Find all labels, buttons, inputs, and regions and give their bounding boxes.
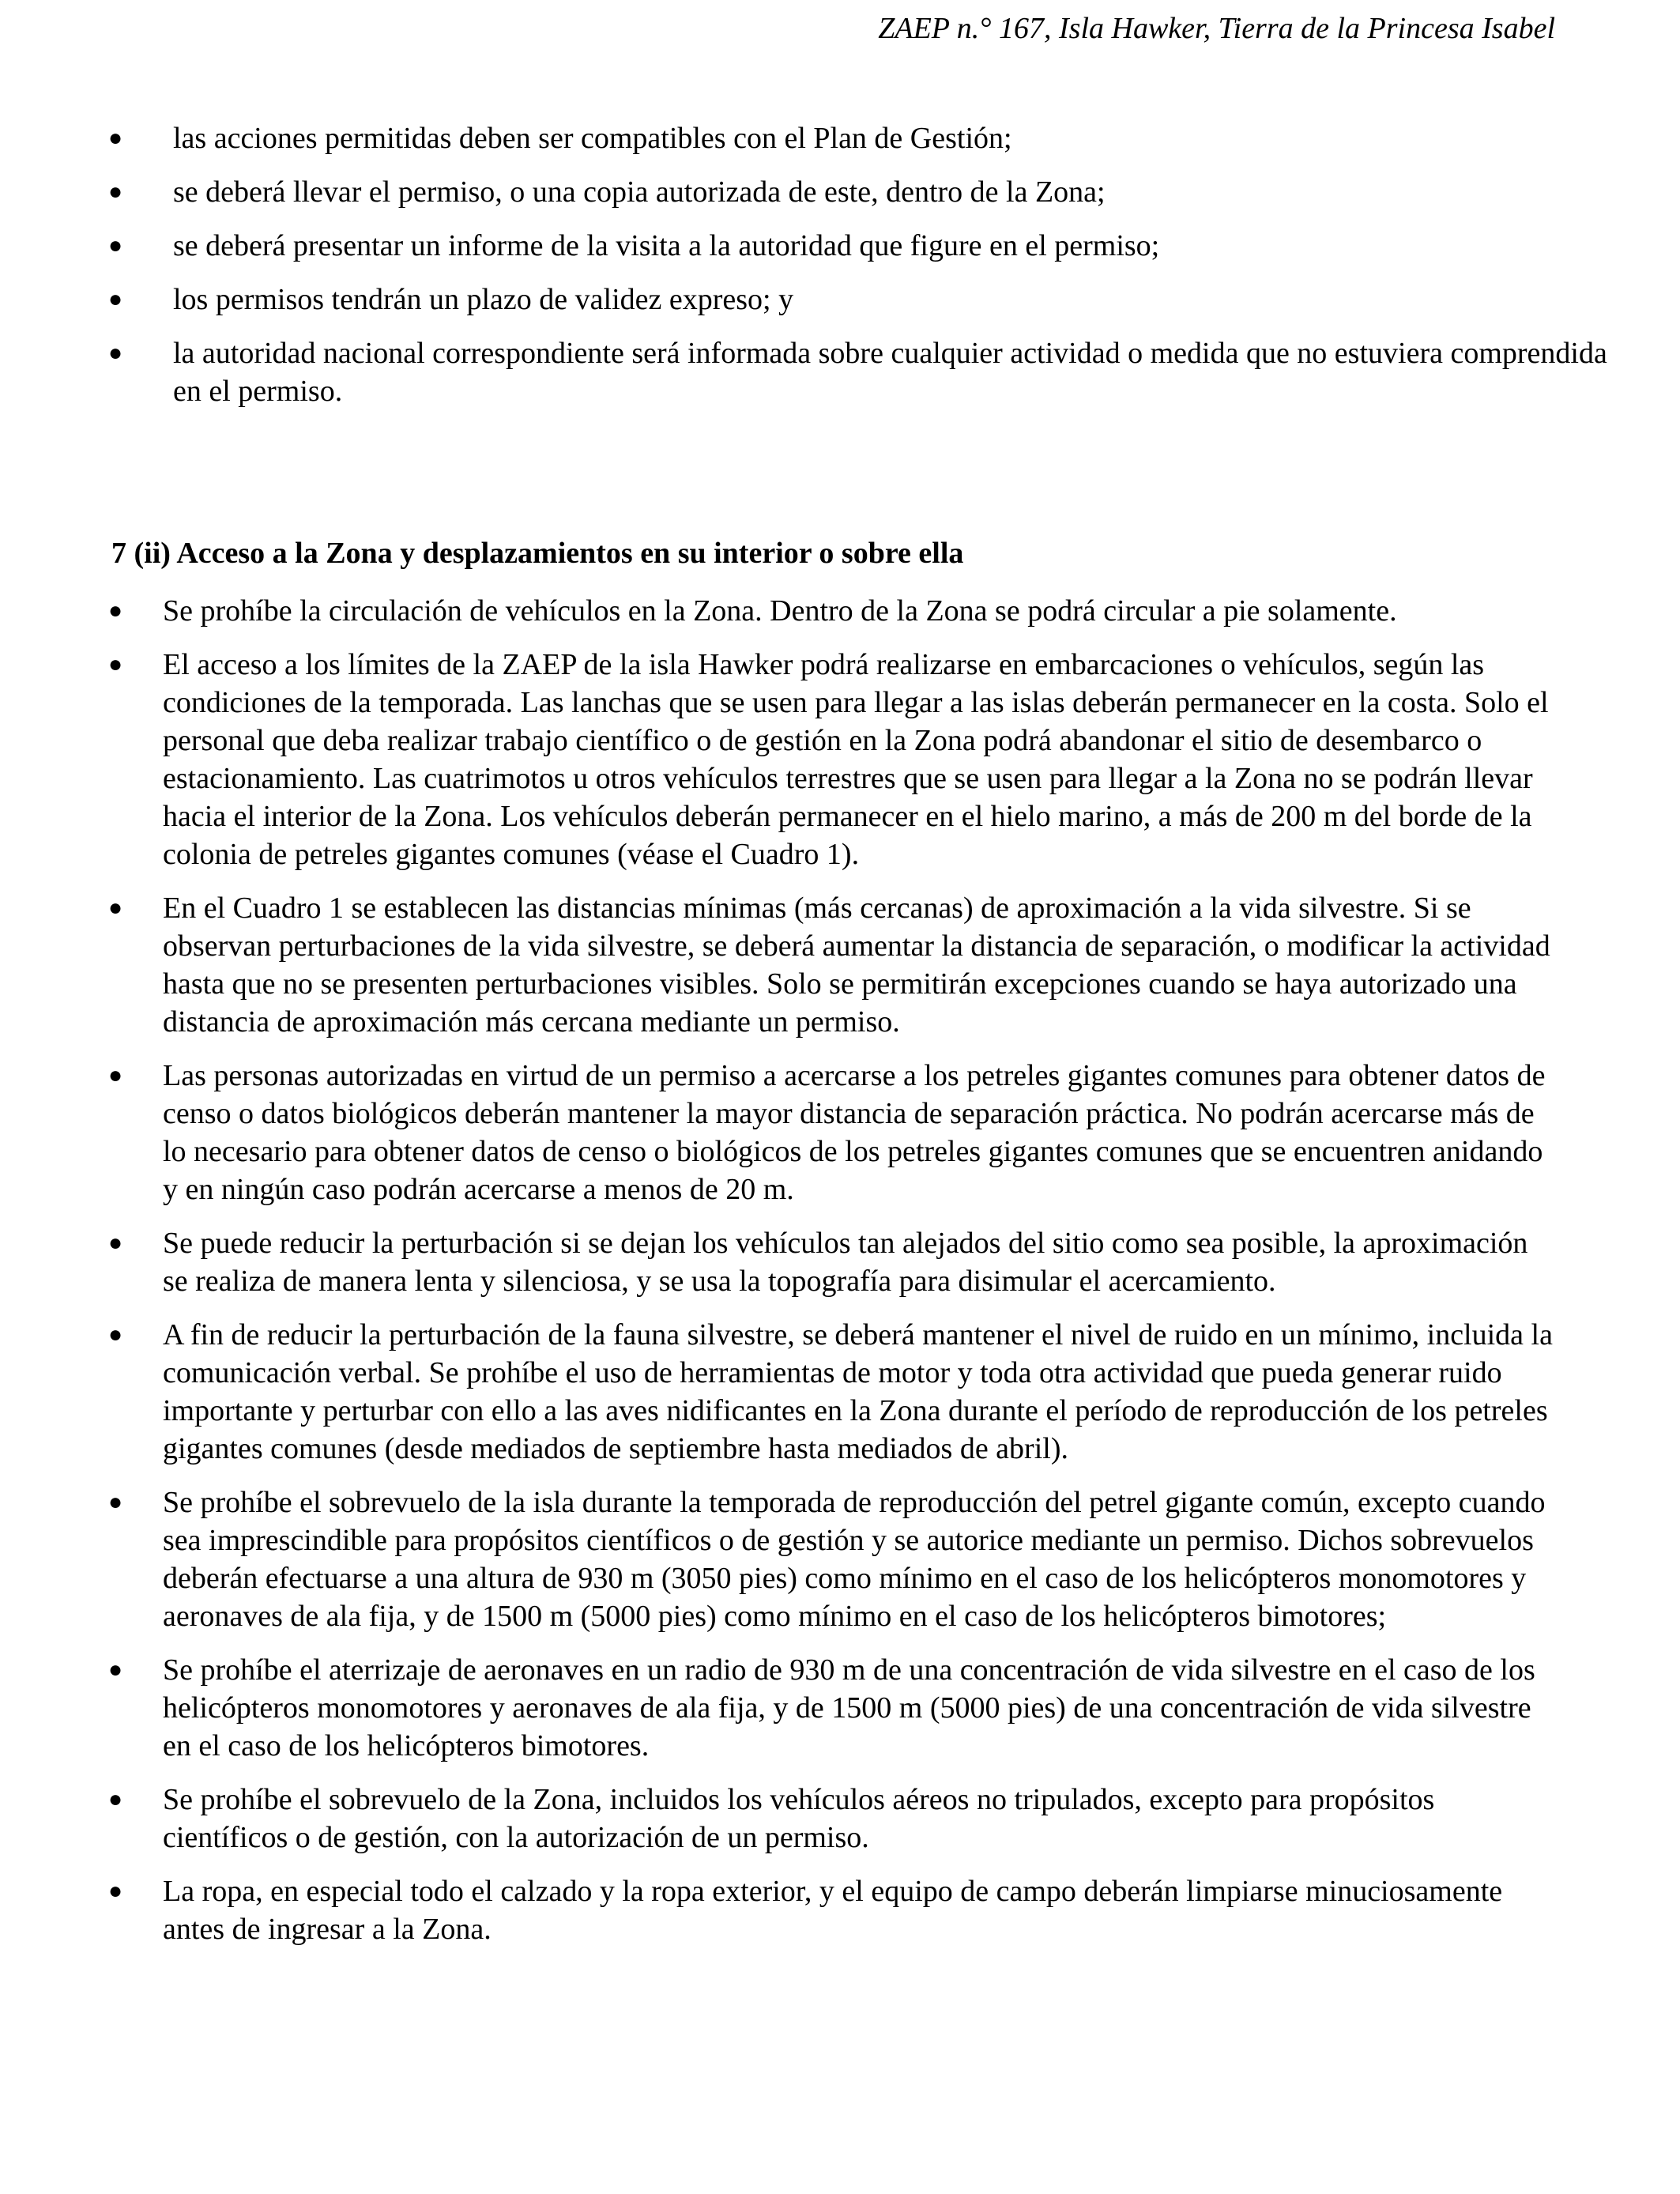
bullet-icon: ● [108, 1321, 123, 1348]
bullet-icon: ● [108, 1230, 123, 1256]
list-item [0, 592, 1554, 630]
list-item-text: La ropa, en especial todo el calzado y la ropa exterior, y el equipo de campo deberán limpiarse minuciosamente antes de ingresar a la Zona. [163, 1875, 1503, 1946]
bullet-icon: ● [108, 1062, 123, 1088]
list-item-text: Se puede reducir la perturbación si se dejan los vehículos tan alejados del sitio como sea posible, la aproximación se realiza de manera lenta y silenciosa, y se usa la topografía para disimular el acercamiento. [163, 1227, 1528, 1298]
running-header: ZAEP n.° 167, Isla Hawker, Tierra de la Princesa Isabel [878, 12, 1555, 45]
bullet-icon: ● [108, 895, 123, 921]
list-item-text: Se prohíbe la circulación de vehículos en la Zona. Dentro de la Zona se podrá circular a pie solamente. [163, 594, 1397, 628]
list-item-text: Se prohíbe el sobrevuelo de la Zona, incluidos los vehículos aéreos no tripulados, excepto para propósitos científicos o de gestión, con la autorización de un permiso. [163, 1783, 1435, 1854]
list-item-text: El acceso a los límites de la ZAEP de la isla Hawker podrá realizarse en embarcaciones o vehículos, según las condiciones de la temporada. Las lanchas que se usen para llegar a las islas deberán permanecer en la costa. Solo el personal que deba realizar trabajo científico o de gestión en la Zona podrá abandonar el sitio de desembarco o estacionamiento. Las cuatrimotos u otros vehículos terrestres que se usen para llegar a la Zona no se podrán llevar hacia el interior de la Zona. Los vehículos deberán permanecer en el hielo marino, a más de 200 m del borde de la colonia de petreles gigantes comunes (véase el Cuadro 1). [163, 648, 1549, 871]
list-item-text: las acciones permitidas deben ser compatibles con el Plan de Gestión; [173, 122, 1012, 155]
bullet-icon: ● [108, 598, 123, 624]
list-item [0, 1316, 1554, 1468]
access-rules-list [0, 592, 1680, 1964]
list-item-text: Se prohíbe el sobrevuelo de la isla durante la temporada de reproducción del petrel gigante común, excepto cuando sea imprescindible para propósitos científicos o de gestión y se autorice mediante un permiso. Dichos sobrevuelos deberán efectuarse a una altura de 930 m (3050 pies) como mínimo en el caso de los helicópteros monomotores y aeronaves de ala fija, y de 1500 m (5000 pies) como mínimo en el caso de los helicópteros bimotores; [163, 1486, 1546, 1633]
list-item [0, 334, 1611, 410]
list-item-text: En el Cuadro 1 se establecen las distancias mínimas (más cercanas) de aproximación a la vida silvestre. Si se observan perturbaciones de la vida silvestre, se deberá aumentar la distancia de separación, o modificar la actividad hasta que no se presenten perturbaciones visibles. Solo se permitirán excepciones cuando se haya autorizado una distancia de aproximación más cercana mediante un permiso. [163, 892, 1550, 1039]
section-heading: 7 (ii) Acceso a la Zona y desplazamientos en su interior o sobre ella [111, 537, 964, 570]
list-item-text: Se prohíbe el aterrizaje de aeronaves en un radio de 930 m de una concentración de vida silvestre en el caso de los helicópteros monomotores y aeronaves de ala fija, y de 1500 m (5000 pies) de una concentración de vida silvestre en el caso de los helicópteros bimotores. [163, 1653, 1535, 1762]
bullet-icon: ● [108, 179, 123, 205]
bullet-icon: ● [108, 125, 123, 151]
list-item-text: A fin de reducir la perturbación de la fauna silvestre, se deberá mantener el nivel de ruido en un mínimo, incluida la comunicación verbal. Se prohíbe el uso de herramientas de motor y toda otra actividad que pueda generar ruido importante y perturbar con ello a las aves nidificantes en la Zona durante el período de reproducción de los petreles gigantes comunes (desde mediados de septiembre hasta mediados de abril). [163, 1318, 1553, 1465]
bullet-icon: ● [108, 1786, 123, 1812]
list-item [0, 281, 1611, 319]
list-item [0, 173, 1611, 211]
list-item [0, 1781, 1554, 1857]
list-item [0, 646, 1554, 873]
list-item-text: Las personas autorizadas en virtud de un permiso a acercarse a los petreles gigantes comunes para obtener datos de censo o datos biológicos deberán mantener la mayor distancia de separación práctica. No podrán acercarse más de lo necesario para obtener datos de censo o biológicos de los petreles gigantes comunes que se encuentren anidando y en ningún caso podrán acercarse a menos de 20 m. [163, 1059, 1546, 1206]
list-item-text: se deberá llevar el permiso, o una copia autorizada de este, dentro de la Zona; [173, 175, 1106, 209]
bullet-icon: ● [108, 232, 123, 258]
list-item [0, 1872, 1554, 1948]
bullet-icon: ● [108, 651, 123, 677]
list-item [0, 1651, 1554, 1765]
list-item [0, 119, 1611, 157]
bullet-icon: ● [108, 1878, 123, 1904]
list-item [0, 1057, 1554, 1208]
bullet-icon: ● [108, 286, 123, 312]
list-item-text: se deberá presentar un informe de la visita a la autoridad que figure en el permiso; [173, 229, 1160, 262]
permit-conditions-list [0, 119, 1680, 426]
bullet-icon: ● [108, 1489, 123, 1515]
list-item [0, 889, 1554, 1041]
bullet-icon: ● [108, 340, 123, 366]
list-item-text: los permisos tendrán un plazo de validez expreso; y [173, 283, 794, 316]
list-item [0, 227, 1611, 265]
list-item [0, 1483, 1554, 1635]
list-item [0, 1224, 1554, 1300]
list-item-text: la autoridad nacional correspondiente será informada sobre cualquier actividad o medida que no estuviera comprendida en el permiso. [173, 337, 1607, 408]
bullet-icon: ● [108, 1657, 123, 1683]
